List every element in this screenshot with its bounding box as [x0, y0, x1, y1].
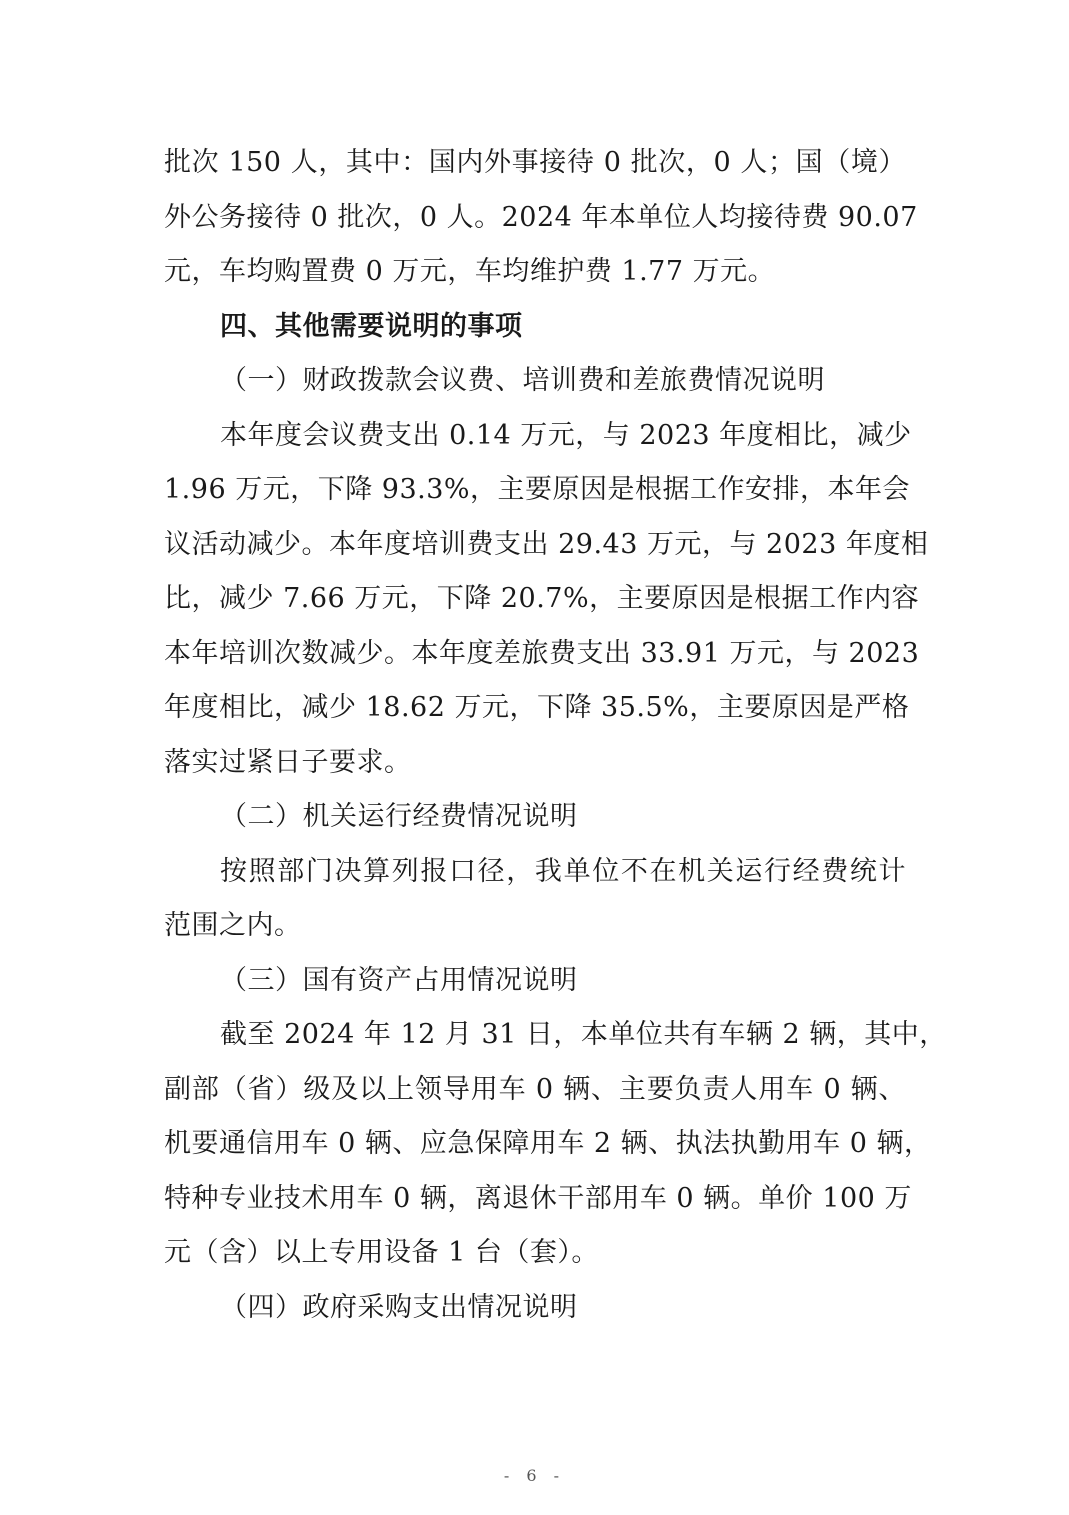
- body-text-line: 落实过紧日子要求。: [164, 747, 412, 778]
- body-text-line: 元（含）以上专用设备 1 台（套）。: [164, 1237, 599, 1268]
- subsection-heading: （四）政府采购支出情况说明: [220, 1292, 578, 1323]
- page-number: - 6 -: [503, 1466, 566, 1485]
- body-text-line: 按照部门决算列报口径，我单位不在机关运行经费统计: [220, 856, 906, 887]
- body-text-line: 特种专业技术用车 0 辆，离退休干部用车 0 辆。单价 100 万: [164, 1183, 912, 1214]
- body-text-line: 1.96 万元，下降 93.3%，主要原因是根据工作安排，本年会: [164, 474, 911, 505]
- body-text-line: 本年培训次数减少。本年度差旅费支出 33.91 万元，与 2023: [164, 638, 920, 669]
- body-text-line: 年度相比，减少 18.62 万元，下降 35.5%，主要原因是严格: [164, 692, 910, 723]
- body-text-line: 截至 2024 年 12 月 31 日，本单位共有车辆 2 辆，其中，: [220, 1019, 947, 1050]
- body-text-line: 比，减少 7.66 万元，下降 20.7%，主要原因是根据工作内容: [164, 583, 920, 614]
- body-text-line: 机要通信用车 0 辆、应急保障用车 2 辆、执法执勤用车 0 辆，: [164, 1128, 932, 1159]
- body-text-line: 外公务接待 0 批次，0 人。2024 年本单位人均接待费 90.07: [164, 202, 918, 233]
- body-text-line: 范围之内。: [164, 910, 302, 941]
- body-text-line: 本年度会议费支出 0.14 万元，与 2023 年度相比，减少: [220, 420, 912, 451]
- body-text-line: 批次 150 人，其中：国内外事接待 0 批次，0 人；国（境）: [164, 147, 906, 178]
- body-text-line: 元，车均购置费 0 万元，车均维护费 1.77 万元。: [164, 256, 776, 287]
- subsection-heading: （一）财政拨款会议费、培训费和差旅费情况说明: [220, 365, 825, 396]
- subsection-heading: （二）机关运行经费情况说明: [220, 801, 578, 832]
- body-text-line: 议活动减少。本年度培训费支出 29.43 万元，与 2023 年度相: [164, 529, 929, 560]
- subsection-heading: （三）国有资产占用情况说明: [220, 965, 578, 996]
- body-text-line: 副部（省）级及以上领导用车 0 辆、主要负责人用车 0 辆、: [164, 1074, 906, 1105]
- section-heading: 四、其他需要说明的事项: [220, 311, 523, 342]
